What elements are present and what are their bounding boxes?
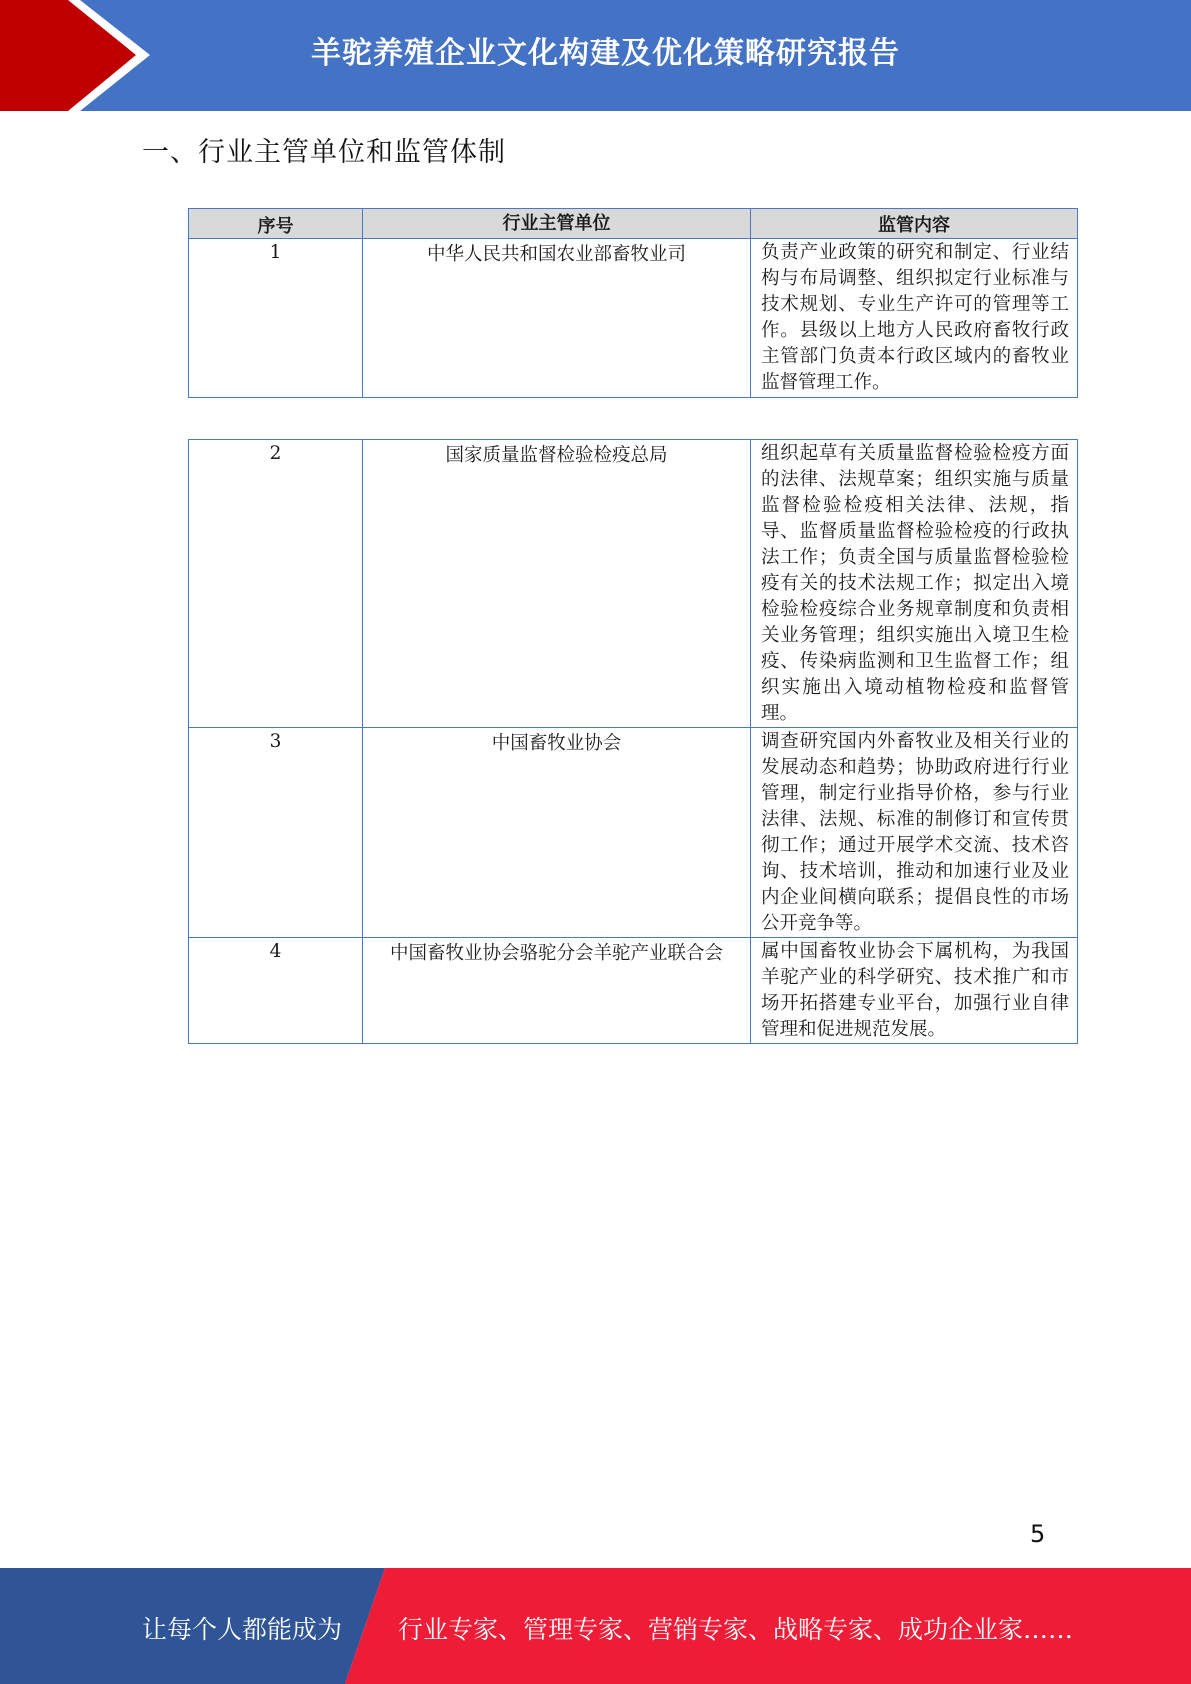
regulator-table-part1 [188, 208, 1078, 398]
table-row [189, 938, 1078, 1044]
header-content: 监管内容 [751, 209, 1078, 239]
header-no: 序号 [189, 209, 363, 239]
row-no: 4 [189, 938, 363, 1044]
page-number: 5 [1030, 1520, 1046, 1548]
table-header-row [189, 209, 1078, 239]
table-row [189, 239, 1078, 398]
row-no: 3 [189, 728, 363, 938]
row-unit: 国家质量监督检验检疫总局 [363, 440, 751, 728]
footer-slogan-right: 行业专家、管理专家、营销专家、战略专家、成功企业家…… [398, 1615, 1074, 1644]
table-row [189, 728, 1078, 938]
row-content: 负责产业政策的研究和制定、行业结构与布局调整、组织拟定行业标准与技术规划、专业生产许可的管理等工作。县级以上地方人民政府畜牧行政主管部门负责本行政区域内的畜牧业监督管理工作。 [751, 239, 1078, 398]
row-no: 2 [189, 440, 363, 728]
section-heading: 一、行业主管单位和监管体制 [142, 137, 506, 168]
row-unit: 中国畜牧业协会骆驼分会羊驼产业联合会 [363, 938, 751, 1044]
row-content: 属中国畜牧业协会下属机构，为我国羊驼产业的科学研究、技术推广和市场开拓搭建专业平台，加强行业自律管理和促进规范发展。 [751, 938, 1078, 1044]
regulator-table-part2 [188, 439, 1078, 1044]
row-content: 调查研究国内外畜牧业及相关行业的发展动态和趋势；协助政府进行行业管理，制定行业指导价格，参与行业法律、法规、标准的制修订和宣传贯彻工作；通过开展学术交流、技术咨询、技术培训，推动和加速行业及业内企业间横向联系；提倡良性的市场公开竞争等。 [751, 728, 1078, 938]
footer-slogan-left: 让每个人都能成为 [142, 1615, 343, 1644]
row-no: 1 [189, 239, 363, 398]
header-band [0, 0, 1191, 111]
row-unit: 中国畜牧业协会 [363, 728, 751, 938]
row-unit: 中华人民共和国农业部畜牧业司 [363, 239, 751, 398]
table-row [189, 440, 1078, 728]
row-content: 组织起草有关质量监督检验检疫方面的法律、法规草案；组织实施与质量监督检验检疫相关法律、法规，指导、监督质量监督检验检疫的行政执法工作；负责全国与质量监督检验检疫有关的技术法规工作；拟定出入境检验检疫综合业务规章制度和负责相关业务管理；组织实施出入境卫生检疫、传染病监测和卫生监督工作；组织实施出入境动植物检疫和监督管理。 [751, 440, 1078, 728]
document-title: 羊驼养殖企业文化构建及优化策略研究报告 [311, 36, 900, 71]
header-unit: 行业主管单位 [363, 209, 751, 239]
